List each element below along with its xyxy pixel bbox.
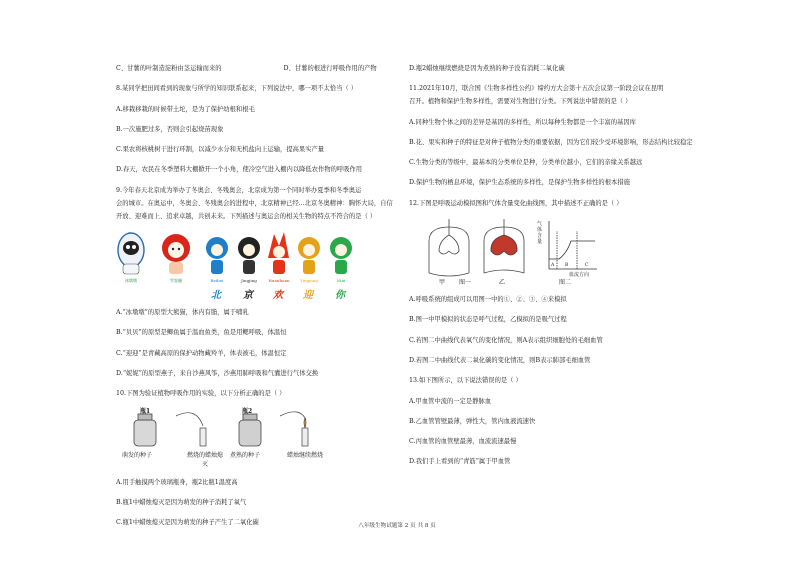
option-text: A.移栽移栽的时候带土坨，是为了保护幼根和根毛 [116, 105, 255, 113]
bottle-2-icon [239, 414, 261, 446]
mascot-caption: Nini [336, 278, 346, 284]
option-text: A.“冰墩墩”的原型大熊猫，体内有脂，属于哺乳 [116, 309, 249, 317]
bottle-caption: 萌发的种子 [122, 451, 153, 459]
bell-jar-yi-icon [484, 219, 524, 273]
bing-dwen-dwen-figure [118, 233, 144, 274]
option-text: D.若图二中曲线代表二氧化碳的变化情况，则B表示肺部毛细血管 [409, 356, 591, 364]
right-column [409, 64, 744, 478]
figure-label: 乙 [499, 279, 506, 287]
question-9-cont: 开放、迎难而上、追求卓越，共创未来。下列描述与奥运会的相关生物的特点不符合的是（ ） [116, 212, 377, 220]
gas-curve-axes [549, 221, 597, 269]
bottle-caption: 煮熟的种子 [230, 451, 261, 459]
bottle-experiment-figure [116, 406, 451, 470]
segment-label: B [565, 263, 569, 269]
mascot-caption: 雪容融 [170, 278, 182, 284]
option-text: B.乙血管管壁最薄，弹性大，管内血液流速快 [409, 417, 536, 425]
mascot-word: 京 [243, 290, 253, 302]
mascots-illustration [116, 228, 396, 284]
fuwa-yingying-figure [298, 237, 320, 274]
mascot-caption: Huanhuan [268, 278, 290, 284]
option-text: A.用手触摸两个玻璃瓶身，瓶2比瓶1温度高 [116, 478, 238, 486]
mascot-word: 欢 [273, 290, 283, 302]
figure-label: 甲 [439, 279, 446, 287]
mascot-word: 迎 [303, 290, 313, 302]
question-11-cont: 召开。植物和保护生物多样性，需要对生物进行分类。下列说法中错误的是（ ） [409, 98, 632, 106]
option-text: C.丙血管的血管壁最薄，血流流速最慢 [409, 438, 517, 446]
option-text: D.春天，农民在冬季塑料大棚掀开一个小角，使冷空气进入棚内以降低农作物的呼吸作用 [116, 166, 363, 174]
fuwa-beibei-figure [206, 237, 228, 274]
left-column [116, 64, 451, 538]
segment-label: A [551, 263, 555, 269]
option-text: A.甲血管中流的一定是静脉血 [409, 397, 492, 405]
option-text: C.若图二中曲线代表氧气的变化情况，则A表示组织细胞处的毛细血管 [409, 336, 603, 344]
option-text: D.“妮妮”的原型燕子，来自沙燕风筝，沙燕用肺呼吸和气囊进行气体交换 [116, 369, 319, 377]
option-text: B.一次施肥过多，否则会引起烧苗现象 [116, 125, 224, 133]
option-text: C.果农将核桃树干进行环割，以减少水分和无机盐向上运输，提高果实产量 [116, 146, 325, 154]
mascot-word: 你 [335, 290, 345, 302]
question-8: 8.某同学把田间看到的现象与所学的知识联系起来，下列说法中，哪一项不太恰当（ ） [116, 85, 357, 93]
option-text: C、甘薯的叶制造淀粉由茎运输而来的 [116, 65, 222, 72]
option-text: D.保护生物的栖息环境，保护生态系统的多样性，是保护生物多样性的根本措施 [409, 179, 630, 187]
mascot-caption: Beibei [210, 278, 224, 284]
bottle-caption: 蜡烛继续燃烧 [286, 451, 323, 459]
option-row [116, 64, 451, 73]
segment-label: C [585, 263, 589, 269]
option-text: C.瓶1中蜡烛熄灭是因为萌发的种子产生了二氧化碳 [116, 519, 259, 527]
option-text: A.呼吸系统的组成可以用图一中的①、②、③、④来模拟 [409, 296, 567, 304]
option-text: A.同种生物个体之间的差异是基因的多样性，所以每种生物都是一个丰富的基因库 [409, 118, 636, 126]
page-footer: 八年级生物试题第 2 页 共 8 页 [358, 523, 436, 529]
axis-label: 血流方向 [569, 272, 590, 279]
shuey-rhon-rhon-figure [162, 234, 190, 274]
option-text: B.瓶1中蜡烛熄灭是因为萌发的种子消耗了氧气 [116, 498, 247, 506]
figure-label: 图一 [459, 279, 472, 287]
figure-label: 图二 [559, 279, 572, 287]
bottle-caption: 燃烧的蜡烛熄灭 [186, 451, 223, 468]
option-text: D、甘薯的根进行呼吸作用的产物 [283, 65, 377, 72]
mascot-caption: Yingying [300, 278, 318, 284]
question-9-cont: 会的城市。在奥运中，冬奥会、冬残奥会的进程中，北京精神已经...北京冬奥精神：胸怀大局，自信 [116, 199, 393, 207]
fuwa-jingjing-figure [238, 237, 260, 274]
mascot-caption: Jingjing [241, 278, 257, 284]
fuwa-huanhuan-figure [268, 232, 289, 274]
olympic-mascots-image [116, 228, 451, 302]
question-12: 12.下图是呼吸运动模拟图和气体含量变化曲线图，其中描述不正确的是（ ） [409, 199, 623, 207]
bottle-1-icon [134, 414, 156, 446]
bottle-label: 瓶1 [140, 407, 151, 415]
option-text: B.“贝贝”的原型是鲫鱼属于温血鱼类，鱼是用鳃呼吸，体温恒 [116, 329, 287, 337]
candle-1-icon [176, 412, 206, 445]
bottle-label: 瓶2 [242, 407, 253, 415]
bell-jar-jia-icon [429, 219, 469, 276]
option-text: D.瓶2蜡烛继续燃烧是因为煮熟的种子没有消耗二氧化碳 [409, 65, 565, 72]
axis-label: 气体含量 [537, 221, 543, 246]
respiration-figure [409, 213, 744, 289]
question-10: 10.下图为验证植物呼吸作用的实验，以下分析正确的是（ ） [116, 390, 286, 398]
option-text: C.生物分类的等级中，最基本的分类单位是种，分类单位越小，它们的亲缘关系越远 [409, 159, 643, 167]
candle-2-icon [280, 411, 308, 445]
fuwa-nini-figure [330, 237, 352, 274]
option-text: C.“迎迎”是青藏高原的保护动物藏羚羊，体表被毛，体温恒定 [116, 349, 287, 357]
mascot-caption: 冰墩墩 [125, 278, 137, 284]
question-9: 9.今年春天北京成为举办了冬奥会、冬残奥会，北京成为第一个同时举办夏季和冬季奥运 [116, 186, 362, 194]
mascot-word: 北 [211, 290, 221, 302]
option-text: B.图一中甲模拟的状态是呼气过程，乙模拟的是吸气过程 [409, 316, 567, 324]
option-text: B.花、果实和种子的特征是对种子植物分类的重要依据，因为它们较少受环境影响，形态结构比较稳定 [409, 138, 693, 146]
question-13: 13.如下图所示，以下说法错误的是（ ） [409, 377, 522, 385]
question-11: 11.2021年10月，联合国《生物多样性公约》缔约方大会第十五次会议第一阶段会议在昆明 [409, 85, 664, 93]
option-text: D.我们手上看到的“青筋”属于甲血管 [409, 458, 511, 466]
bottle-experiment-illustration [116, 406, 356, 470]
